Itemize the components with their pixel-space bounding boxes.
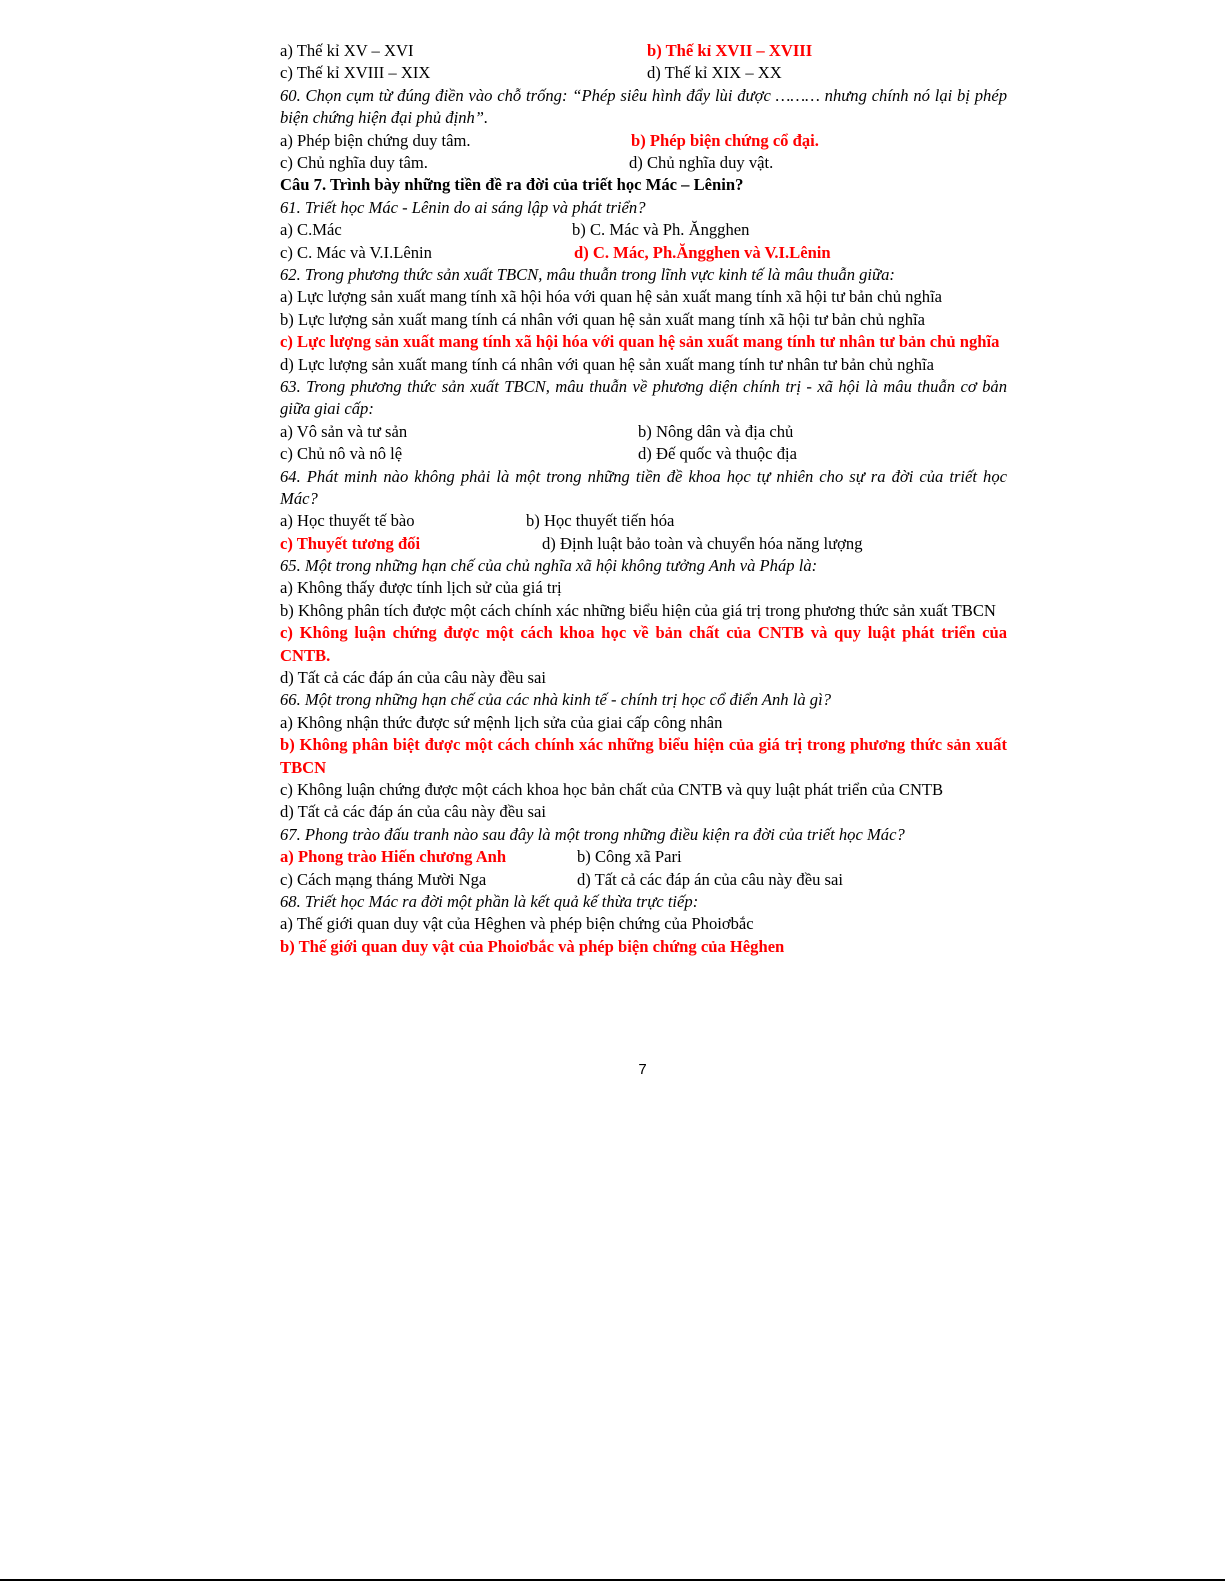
- option: a) Học thuyết tế bào: [280, 511, 415, 531]
- option: c) Cách mạng tháng Mười Nga: [280, 869, 487, 889]
- option: c) Không luận chứng được một cách khoa học bản chất của CNTB và quy luật phát triển của CNTB: [280, 780, 944, 800]
- correct-option: b) Phép biện chứng cổ đại.: [631, 130, 819, 150]
- option: d) Tất cả các đáp án của câu này đều sai: [280, 802, 546, 822]
- option: c) C. Mác và V.I.Lênin: [280, 242, 432, 262]
- option: a) Thế giới quan duy vật của Hêghen và phép biện chứng của Phoiơbắc: [280, 914, 754, 934]
- option: b) C. Mác và Ph. Ăngghen: [572, 220, 750, 240]
- option: d) Đế quốc và thuộc địa: [638, 444, 797, 464]
- question-options: [280, 443, 1007, 465]
- question-68: 68. Triết học Mác ra đời một phần là kết quả kế thừa trực tiếp:: [280, 892, 699, 912]
- question-61: 61. Triết học Mác - Lênin do ai sáng lập và phát triển?: [280, 197, 646, 217]
- option: b) Không phân tích được một cách chính xác những biểu hiện của giá trị trong phương thức sản xuất TBCN: [280, 600, 996, 620]
- correct-option: a) Phong trào Hiến chương Anh: [280, 847, 507, 867]
- option: a) Không thấy được tính lịch sử của giá trị: [280, 578, 562, 598]
- question-options: [280, 152, 1007, 174]
- option: a) Lực lượng sản xuất mang tính xã hội hóa với quan hệ sản xuất mang tính xã hội tư bản chủ nghĩa: [280, 287, 943, 307]
- option: a) Phép biện chứng duy tâm.: [280, 130, 471, 150]
- question-options: [280, 510, 1007, 532]
- correct-option: c) Không luận chứng được một cách khoa học về bản chất của CNTB và quy luật phát triển của CNTB.: [280, 623, 1007, 665]
- question-options: [280, 869, 1007, 891]
- option: c) Thế kỉ XVIII – XIX: [280, 63, 431, 83]
- question-options: [280, 846, 1007, 868]
- question-65: 65. Một trong những hạn chế của chủ nghĩa xã hội không tưởng Anh và Pháp là:: [280, 556, 818, 576]
- question-options: [280, 533, 1007, 555]
- correct-option: b) Không phân biệt được một cách chính xác những biểu hiện của giá trị trong phương thức sản xuất TBCN: [280, 735, 1007, 777]
- option: d) Thế kỉ XIX – XX: [647, 63, 782, 83]
- question-options: [280, 130, 1007, 152]
- document-body: [280, 40, 1007, 958]
- correct-option: c) Lực lượng sản xuất mang tính xã hội hóa với quan hệ sản xuất mang tính tư nhân tư bản chủ nghĩa: [280, 332, 1000, 352]
- option: a) Không nhận thức được sứ mệnh lịch sửa của giai cấp công nhân: [280, 712, 723, 732]
- question-67: 67. Phong trào đấu tranh nào sau đây là một trong những điều kiện ra đời của triết học Mác?: [280, 824, 905, 844]
- correct-option: d) C. Mác, Ph.Ăngghen và V.I.Lênin: [574, 242, 831, 262]
- correct-option: b) Thế kỉ XVII – XVIII: [647, 41, 813, 60]
- question-66: 66. Một trong những hạn chế của các nhà kinh tế - chính trị học cổ điển Anh là gì?: [280, 690, 832, 710]
- question-63: 63. Trong phương thức sản xuất TBCN, mâu thuẫn về phương diện chính trị - xã hội là mâu thuẫn cơ bản giữa giai cấp:: [280, 376, 1007, 419]
- option: b) Công xã Pari: [577, 847, 682, 867]
- bottom-border: [0, 1579, 1225, 1581]
- option: a) Thế kỉ XV – XVI: [280, 41, 414, 60]
- option: c) Chủ nghĩa duy tâm.: [280, 152, 428, 172]
- option: a) Vô sản và tư sản: [280, 421, 408, 441]
- option: b) Học thuyết tiến hóa: [526, 511, 675, 531]
- option: b) Lực lượng sản xuất mang tính cá nhân với quan hệ sản xuất mang tính xã hội tư bản chủ nghĩa: [280, 309, 925, 329]
- question-62: 62. Trong phương thức sản xuất TBCN, mâu thuẫn trong lĩnh vực kinh tế là mâu thuẫn giữa:: [280, 264, 895, 284]
- option: a) C.Mác: [280, 220, 342, 240]
- question-options: [280, 62, 1007, 84]
- section-heading: Câu 7. Trình bày những tiền đề ra đời của triết học Mác – Lênin?: [280, 175, 744, 195]
- option: d) Chủ nghĩa duy vật.: [629, 152, 774, 172]
- correct-option: b) Thế giới quan duy vật của Phoiơbắc và phép biện chứng của Hêghen: [280, 936, 785, 956]
- option: d) Định luật bảo toàn và chuyển hóa năng lượng: [542, 533, 863, 553]
- option: d) Tất cả các đáp án của câu này đều sai: [577, 869, 843, 889]
- correct-option: c) Thuyết tương đối: [280, 533, 421, 553]
- option: d) Lực lượng sản xuất mang tính cá nhân với quan hệ sản xuất mang tính tư nhân tư bản chủ nghĩa: [280, 354, 934, 374]
- option: b) Nông dân và địa chủ: [638, 421, 794, 441]
- option: c) Chủ nô và nô lệ: [280, 444, 403, 464]
- question-options: [280, 219, 1007, 241]
- question-options: [280, 421, 1007, 443]
- page-number: 7: [638, 1061, 647, 1078]
- question-options: [280, 242, 1007, 264]
- question-64: 64. Phát minh nào không phải là một trong những tiền đề khoa học tự nhiên cho sự ra đời của triết học Mác?: [280, 466, 1007, 508]
- option: d) Tất cả các đáp án của câu này đều sai: [280, 668, 546, 688]
- question-options: [280, 40, 1007, 62]
- question-60: 60. Chọn cụm từ đúng điền vào chỗ trống: “Phép siêu hình đẩy lùi được ……… nhưng chính nó lại bị phép biện chứng hiện đại phủ định”.: [280, 85, 1007, 128]
